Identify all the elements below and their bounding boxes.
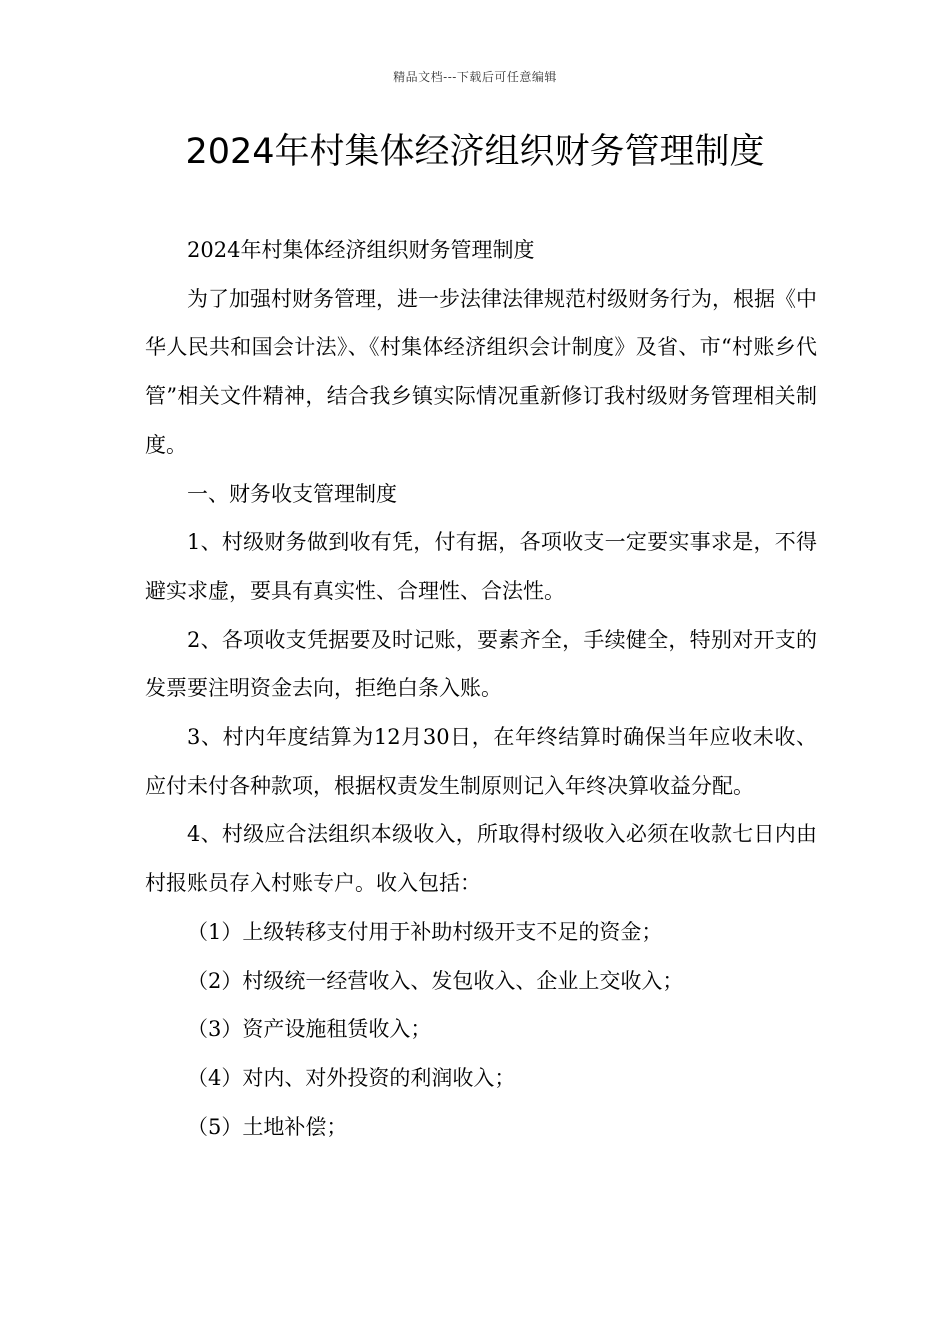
paragraph-subtitle: 2024年村集体经济组织财务管理制度 [187, 238, 535, 262]
paragraph-rule-4: 4、村级应合法组织本级收入，所取得村级收入必须在收款七日内由村报账员存入村账专户。收入包括： [145, 822, 817, 896]
header-note: 精品文档---下载后可任意编辑 [393, 70, 557, 84]
list-item: （3）资产设施租赁收入； [187, 1017, 432, 1042]
paragraph-intro: 为了加强村财务管理，进一步法律法律规范村级财务行为，根据《中华人民共和国会计法》、《村集体经济组织会计制度》及省、市“村账乡代管”相关文件精神，结合我乡镇实际情况重新修订我村级财务管理相关制度。 [145, 286, 817, 457]
list-item: （5）土地补偿； [187, 1114, 348, 1139]
paragraph-rule-1: 1、村级财务做到收有凭，付有据，各项收支一定要实事求是，不得避实求虚，要具有真实性、合理性、合法性。 [145, 530, 817, 603]
list-item: （4）对内、对外投资的利润收入； [187, 1065, 516, 1090]
document-title: 2024年村集体经济组织财务管理制度 [185, 132, 765, 172]
paragraph-rule-3: 3、村内年度结算为12月30日，在年终结算时确保当年应收未收、应付未付各种款项，根据权责发生制原则记入年终决算收益分配。 [145, 725, 817, 798]
list-item: （2）村级统一经营收入、发包收入、企业上交收入； [187, 968, 684, 993]
document-body [145, 226, 817, 1151]
list-item: （1）上级转移支付用于补助村级开支不足的资金； [187, 919, 663, 944]
paragraph-rule-2: 2、各项收支凭据要及时记账，要素齐全，手续健全，特别对开支的发票要注明资金去向，拒绝白条入账。 [145, 627, 817, 701]
section-heading: 一、财务收支管理制度 [187, 481, 397, 506]
